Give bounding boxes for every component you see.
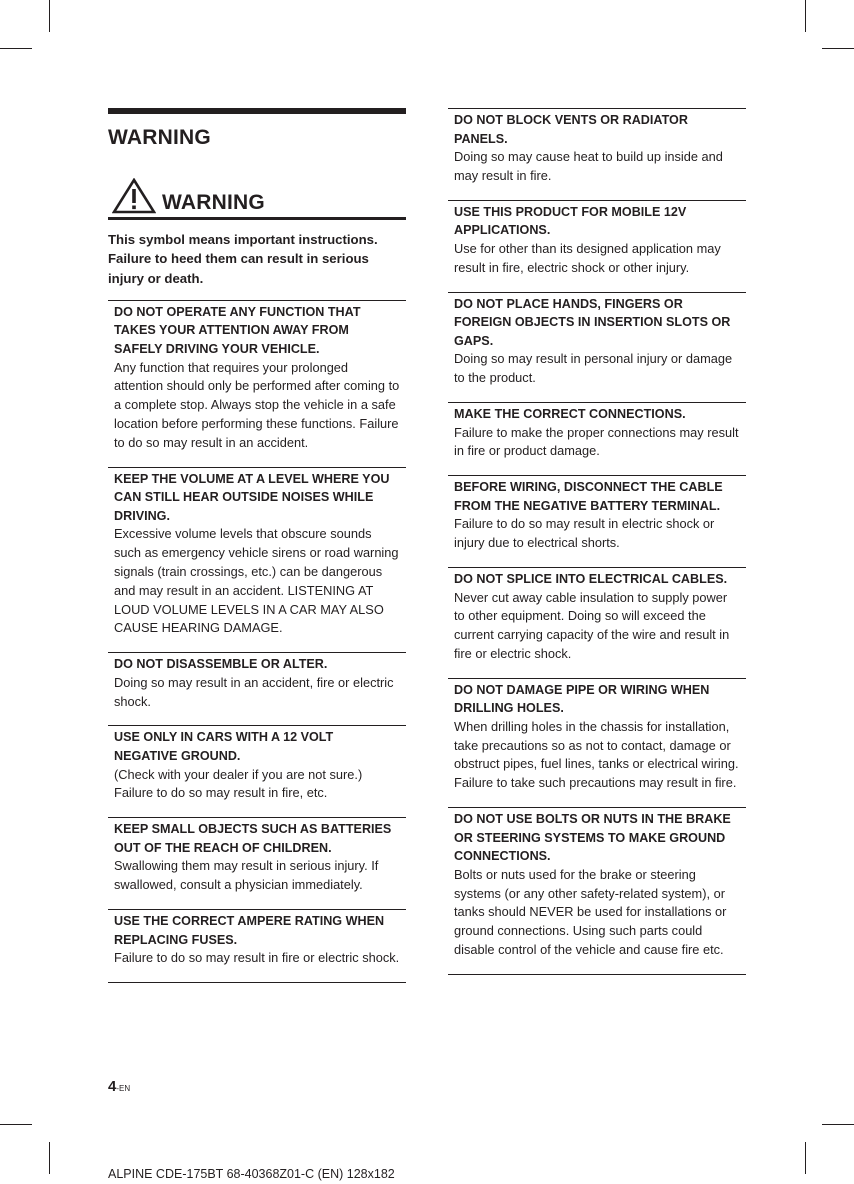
warning-item <box>108 467 406 653</box>
warning-item <box>108 817 406 909</box>
crop-mark <box>49 1142 50 1174</box>
warning-item-title: MAKE THE CORRECT CONNECTIONS. <box>454 406 686 421</box>
page-number <box>108 1078 130 1095</box>
warning-item-body: Doing so may cause heat to build up inside and may result in fire. <box>454 149 723 183</box>
warning-item-body: Bolts or nuts used for the brake or steering systems (or any other safety-related system), or tanks should NEVER be used for installations or ground connections. Using such parts could disable control of the vehicle and cause fire etc. <box>454 866 727 958</box>
warning-item <box>108 300 406 467</box>
warning-item-body: When drilling holes in the chassis for installation, take precautions so as not to contact, damage or obstruct pipes, fuel lines, tanks or electrical wiring. Failure to take such precautions may result in fire. <box>454 718 739 791</box>
warning-item-title: DO NOT OPERATE ANY FUNCTION THAT TAKES YOUR ATTENTION AWAY FROM SAFELY DRIVING YOUR VEHICLE. <box>114 304 361 357</box>
warning-item <box>108 725 406 817</box>
warning-item-title: USE THIS PRODUCT FOR MOBILE 12V APPLICATIONS. <box>454 204 687 238</box>
crop-mark <box>49 0 50 32</box>
right-column <box>448 108 746 975</box>
warning-item <box>108 909 406 983</box>
warning-item-body: Failure to make the proper connections may result in fire or product damage. <box>454 424 739 459</box>
warning-item-title: DO NOT BLOCK VENTS OR RADIATOR PANELS. <box>454 113 688 146</box>
warning-item <box>448 567 746 678</box>
warning-item <box>448 807 746 975</box>
warning-item-body: Failure to do so may result in electric shock or injury due to electrical shorts. <box>454 516 715 551</box>
warning-item <box>448 475 746 567</box>
crop-mark <box>805 0 806 32</box>
warning-item-title: KEEP SMALL OBJECTS SUCH AS BATTERIES OUT OF THE REACH OF CHILDREN. <box>114 822 392 855</box>
warning-item-body: Never cut away cable insulation to supply power to other equipment. Doing so will exceed the current carrying capacity of the wire and result in fire or electric shock. <box>454 589 730 661</box>
crop-mark <box>822 1124 854 1125</box>
left-column <box>108 108 406 983</box>
warning-item-body: Any function that requires your prolonged attention should only be performed after coming to a complete stop. Always stop the vehicle in a safe location before performing these functions. Failure to do so may result in an accident. <box>114 359 400 450</box>
warning-item-title: BEFORE WIRING, DISCONNECT THE CABLE FROM THE NEGATIVE BATTERY TERMINAL. <box>454 480 723 513</box>
footer-text: ALPINE CDE-175BT 68-40368Z01-C (EN) 128x182 <box>108 1167 395 1181</box>
right-warning-list <box>448 108 746 975</box>
warning-item <box>448 402 746 475</box>
warning-item-body: Doing so may result in personal injury or damage to the product. <box>454 351 733 386</box>
warning-item-body: Doing so may result in an accident, fire or electric shock. <box>114 674 394 709</box>
warning-item-title: DO NOT DAMAGE PIPE OR WIRING WHEN DRILLING HOLES. <box>454 682 710 716</box>
warning-item <box>448 292 746 402</box>
warning-triangle-icon <box>112 178 156 214</box>
warning-item-title: DO NOT DISASSEMBLE OR ALTER. <box>114 657 328 672</box>
warning-item-body: Failure to do so may result in fire or electric shock. <box>114 950 400 966</box>
warning-item-title: DO NOT PLACE HANDS, FINGERS OR FOREIGN OBJECTS IN INSERTION SLOTS OR GAPS. <box>454 296 731 348</box>
page-number-suffix: -EN <box>116 1084 131 1093</box>
crop-mark <box>822 48 854 49</box>
warning-item-title: DO NOT SPLICE INTO ELECTRICAL CABLES. <box>454 571 728 586</box>
warning-item-body: (Check with your dealer if you are not sure.) Failure to do so may result in fire, etc. <box>114 766 363 801</box>
crop-mark <box>0 48 32 49</box>
warning-item <box>448 108 746 200</box>
warning-item-title: USE ONLY IN CARS WITH A 12 VOLT NEGATIVE GROUND. <box>114 730 334 763</box>
warning-label: WARNING <box>162 191 265 214</box>
crop-mark <box>0 1124 32 1125</box>
page-number-value: 4 <box>108 1078 117 1095</box>
page-title: WARNING <box>108 126 211 149</box>
crop-mark <box>805 1142 806 1174</box>
warning-item-body: Swallowing them may result in serious injury. If swallowed, consult a physician immediately. <box>114 858 379 893</box>
section-rule <box>108 108 406 114</box>
warning-item-title: KEEP THE VOLUME AT A LEVEL WHERE YOU CAN STILL HEAR OUTSIDE NOISES WHILE DRIVING. <box>114 471 390 523</box>
warning-banner <box>108 184 406 220</box>
warning-item <box>448 678 746 807</box>
warning-item-body: Use for other than its designed application may result in fire, electric shock or other injury. <box>454 240 721 275</box>
warning-item-title: USE THE CORRECT AMPERE RATING WHEN REPLACING FUSES. <box>114 913 385 947</box>
intro-text: This symbol means important instructions. Failure to heed them can result in serious injury or death. <box>108 232 378 286</box>
warning-item <box>448 200 746 292</box>
warning-item <box>108 652 406 725</box>
left-warning-list <box>108 300 406 983</box>
warning-item-title: DO NOT USE BOLTS OR NUTS IN THE BRAKE OR STEERING SYSTEMS TO MAKE GROUND CONNECTIONS. <box>454 812 731 864</box>
warning-item-body: Excessive volume levels that obscure sounds such as emergency vehicle sirens or road warning signals (train crossings, etc.) can be dangerous and may result in an accident. LISTENING AT LOUD VOLUME LEVELS IN A CAR MAY ALSO CAUSE HEARING DAMAGE. <box>114 526 399 636</box>
